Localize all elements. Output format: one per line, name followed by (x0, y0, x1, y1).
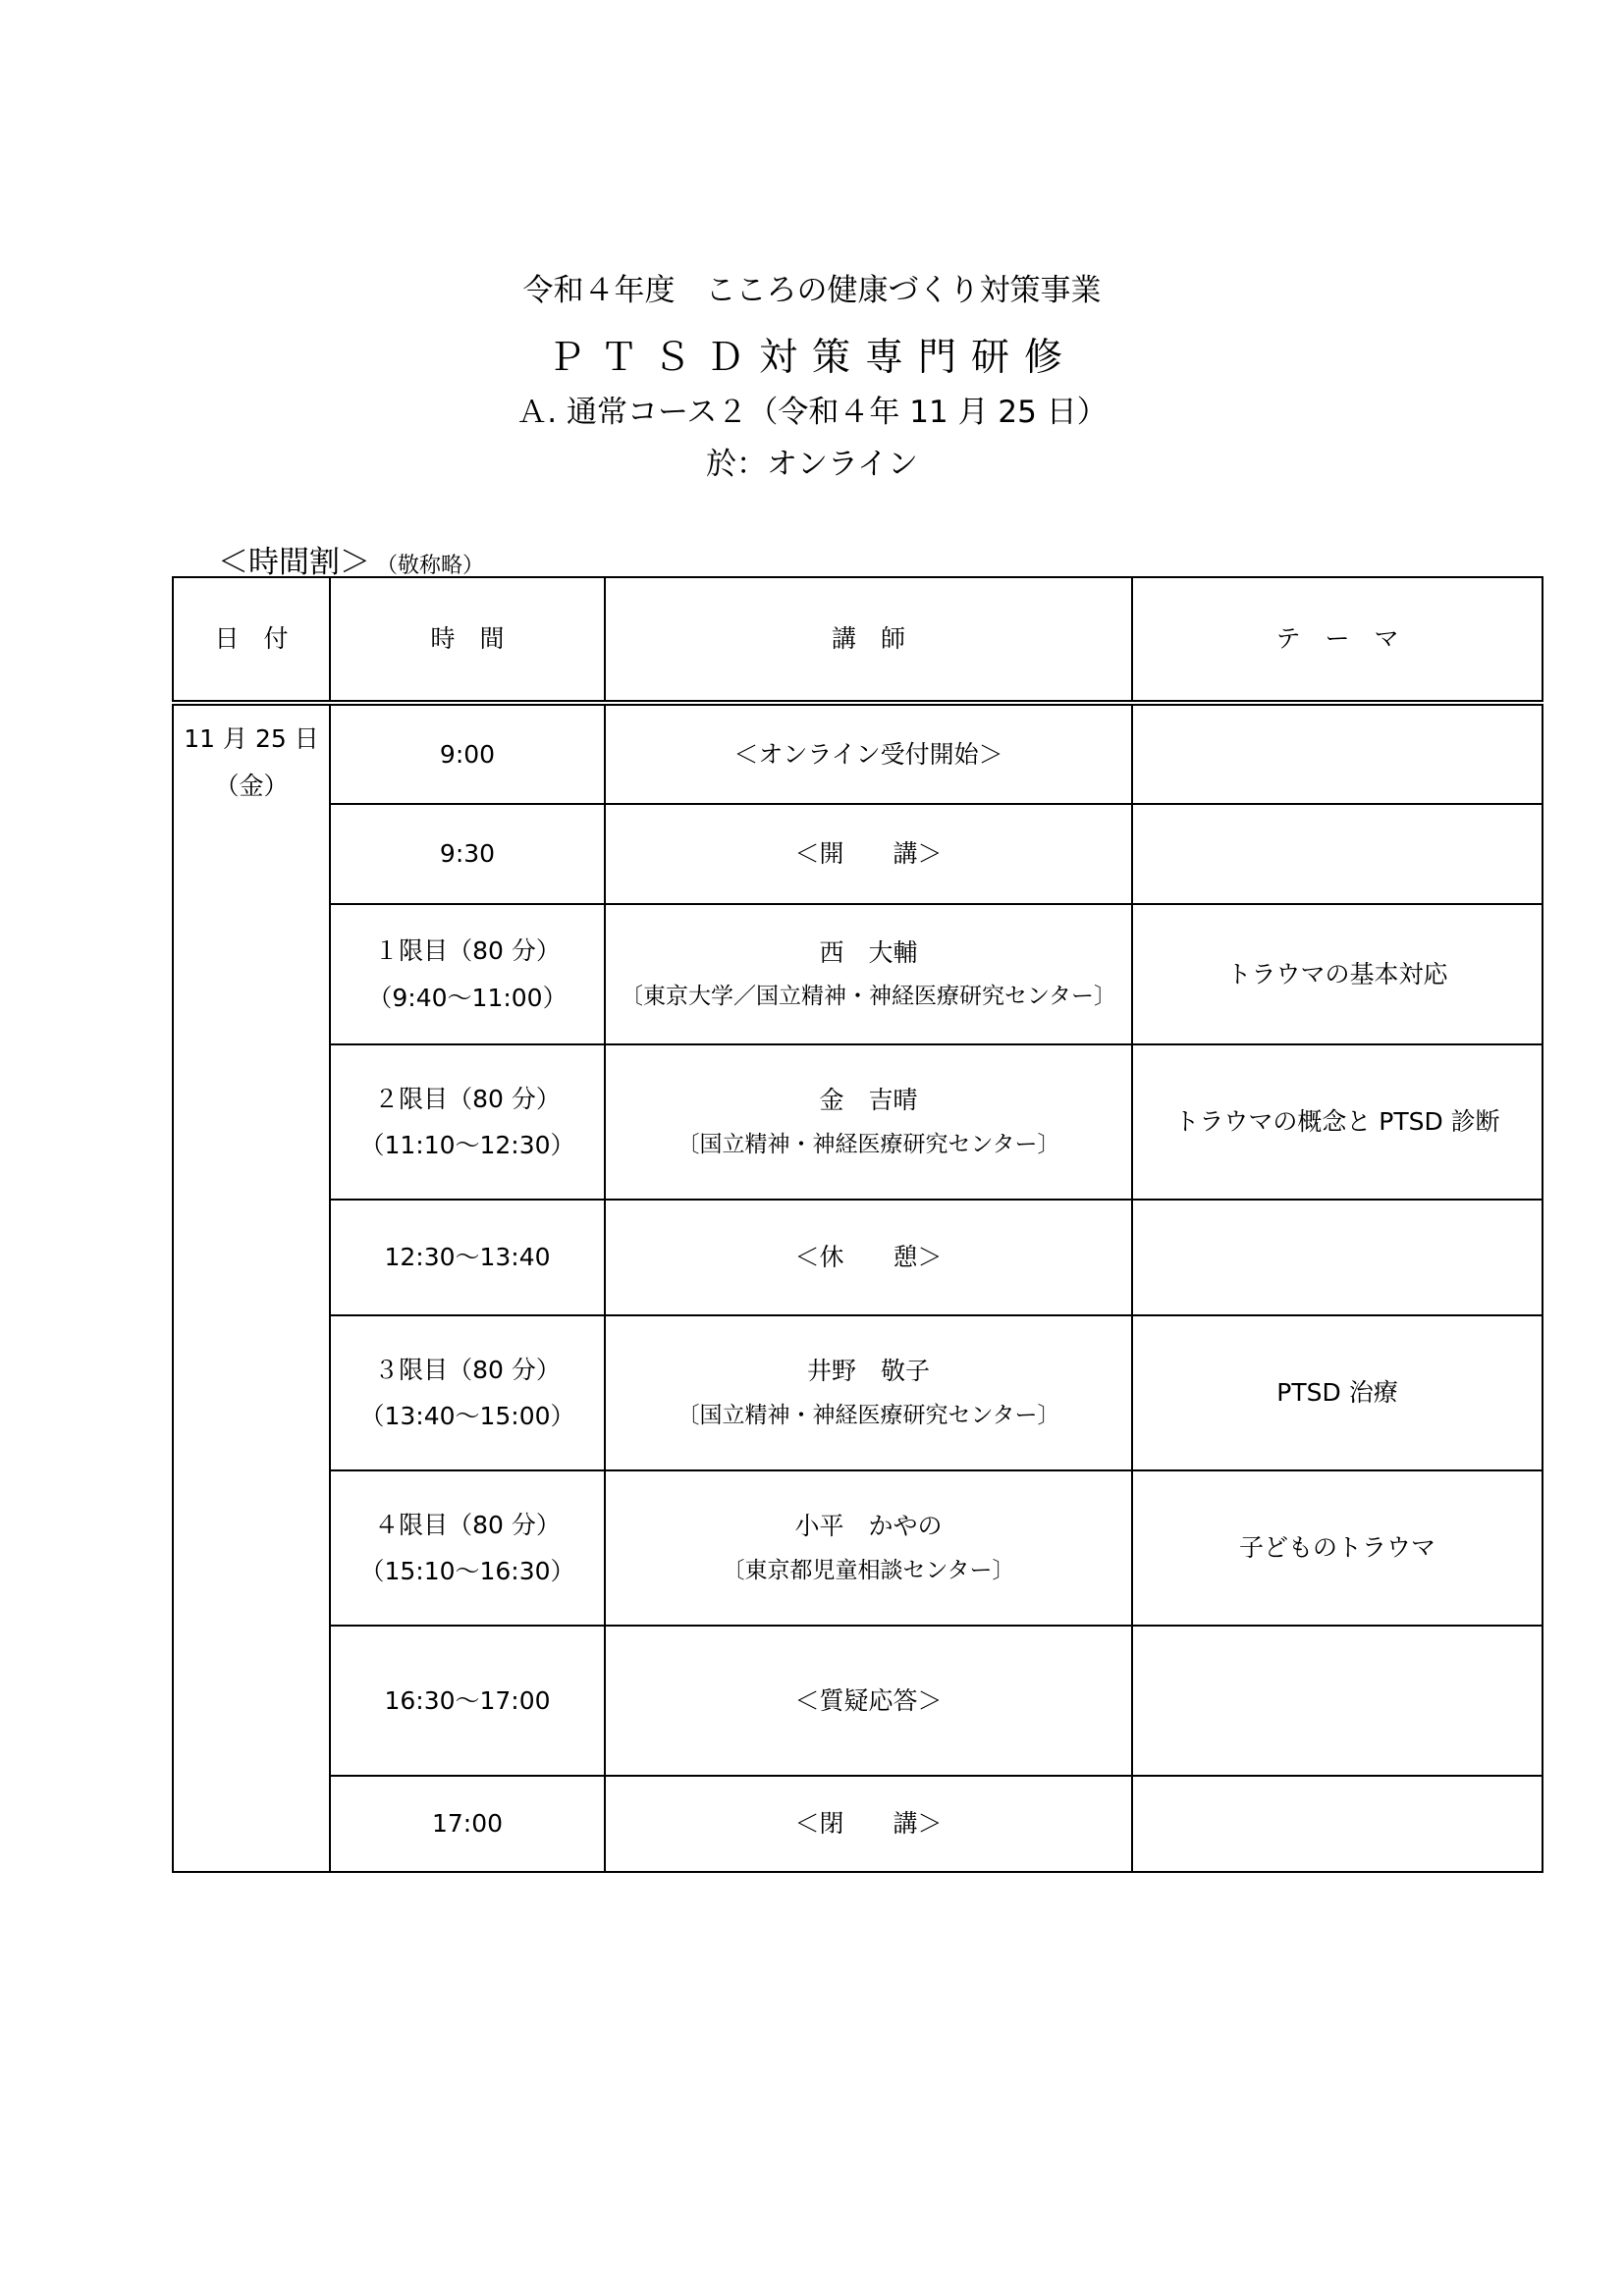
theme-cell (1132, 1776, 1543, 1872)
lecturer-name: 西 大輔 (819, 937, 918, 967)
theme-cell (1132, 703, 1543, 804)
theme-text: 子どものトラウマ (1238, 1533, 1435, 1563)
table-row (173, 1626, 1543, 1776)
lecturer-cell (605, 1776, 1132, 1872)
table-row (173, 703, 1543, 804)
period-text: ３限目（80 分） (374, 1355, 561, 1384)
table-row (173, 1776, 1543, 1872)
time-text: 17:00 (431, 1809, 504, 1839)
session-label: ＜オンライン受付開始＞ (733, 739, 1003, 769)
lecturer-cell (605, 1315, 1132, 1470)
time-text: 16:30～17:00 (384, 1685, 551, 1715)
time-cell (330, 1470, 605, 1626)
table-header-row (173, 577, 1543, 703)
header-theme: テ ー マ (1132, 577, 1543, 703)
time-cell (330, 1315, 605, 1470)
theme-cell (1132, 904, 1543, 1044)
lecturer-name: 小平 かやの (794, 1512, 943, 1541)
time-cell (330, 1626, 605, 1776)
time-cell (330, 804, 605, 904)
date-cell (173, 703, 330, 1872)
lecturer-cell (605, 1626, 1132, 1776)
table-row (173, 1200, 1543, 1315)
lecturer-affiliation: 〔東京大学／国立精神・神経医療研究センター〕 (620, 984, 1117, 1010)
timetable-heading: ＜時間割＞ (218, 545, 370, 580)
theme-text: トラウマの基本対応 (1226, 959, 1448, 988)
period-text: ４限目（80 分） (374, 1510, 561, 1539)
lecturer-cell (605, 804, 1132, 904)
session-label: ＜休 憩＞ (794, 1243, 943, 1272)
time-text: 9:30 (439, 839, 496, 869)
header-lecturer: 講 師 (605, 577, 1132, 703)
lecturer-cell (605, 1470, 1132, 1626)
period-text: ２限目（80 分） (374, 1084, 561, 1113)
page-title: ＰＴＳＤ対策専門研修 (546, 336, 1077, 380)
theme-text: PTSD 治療 (1276, 1378, 1398, 1408)
theme-cell (1132, 1315, 1543, 1470)
time-range-text: （13:40～15:00） (359, 1402, 575, 1430)
lecturer-name: 金 吉晴 (819, 1086, 918, 1115)
theme-cell (1132, 1626, 1543, 1776)
session-label: ＜開 講＞ (794, 839, 943, 869)
lecturer-affiliation: 〔国立精神・神経医療研究センター〕 (677, 1131, 1060, 1157)
theme-cell (1132, 1200, 1543, 1315)
honorific-note: （敬称略） (376, 554, 485, 578)
lecturer-cell (605, 904, 1132, 1044)
schedule-table (172, 576, 1543, 1873)
lecturer-affiliation: 〔東京都児童相談センター〕 (722, 1557, 1015, 1583)
period-text: １限目（80 分） (374, 936, 561, 965)
time-cell (330, 1200, 605, 1315)
theme-cell (1132, 1044, 1543, 1200)
session-label: ＜閉 講＞ (794, 1809, 943, 1839)
lecturer-cell (605, 1044, 1132, 1200)
table-row (173, 804, 1543, 904)
time-text: 12:30～13:40 (384, 1243, 551, 1272)
date-day: 11 月 25 日 (184, 724, 319, 753)
lecturer-affiliation: 〔国立精神・神経医療研究センター〕 (677, 1402, 1060, 1428)
time-text: 9:00 (439, 739, 496, 769)
table-row (173, 1315, 1543, 1470)
date-weekday: （金） (214, 771, 289, 800)
time-cell (330, 1044, 605, 1200)
header-time: 時 間 (330, 577, 605, 703)
time-range-text: （9:40～11:00） (367, 983, 568, 1012)
table-row (173, 1470, 1543, 1626)
table-row (173, 1044, 1543, 1200)
timetable-label (218, 537, 484, 581)
time-cell (330, 1776, 605, 1872)
time-range-text: （11:10～12:30） (359, 1131, 575, 1159)
course-line: Ａ. 通常コース２（令和４年 11 月 25 日） (516, 395, 1108, 430)
venue-line: 於：オンライン (705, 447, 919, 482)
program-series: 令和４年度 こころの健康づくり対策事業 (522, 273, 1102, 308)
header-date: 日 付 (173, 577, 330, 703)
theme-cell (1132, 804, 1543, 904)
lecturer-name: 井野 敬子 (806, 1357, 930, 1386)
theme-text: トラウマの概念と PTSD 診断 (1174, 1107, 1500, 1137)
table-row (173, 904, 1543, 1044)
theme-cell (1132, 1470, 1543, 1626)
time-range-text: （15:10～16:30） (359, 1557, 575, 1585)
time-cell (330, 703, 605, 804)
lecturer-cell (605, 703, 1132, 804)
time-cell (330, 904, 605, 1044)
lecturer-cell (605, 1200, 1132, 1315)
session-label: ＜質疑応答＞ (794, 1685, 943, 1715)
